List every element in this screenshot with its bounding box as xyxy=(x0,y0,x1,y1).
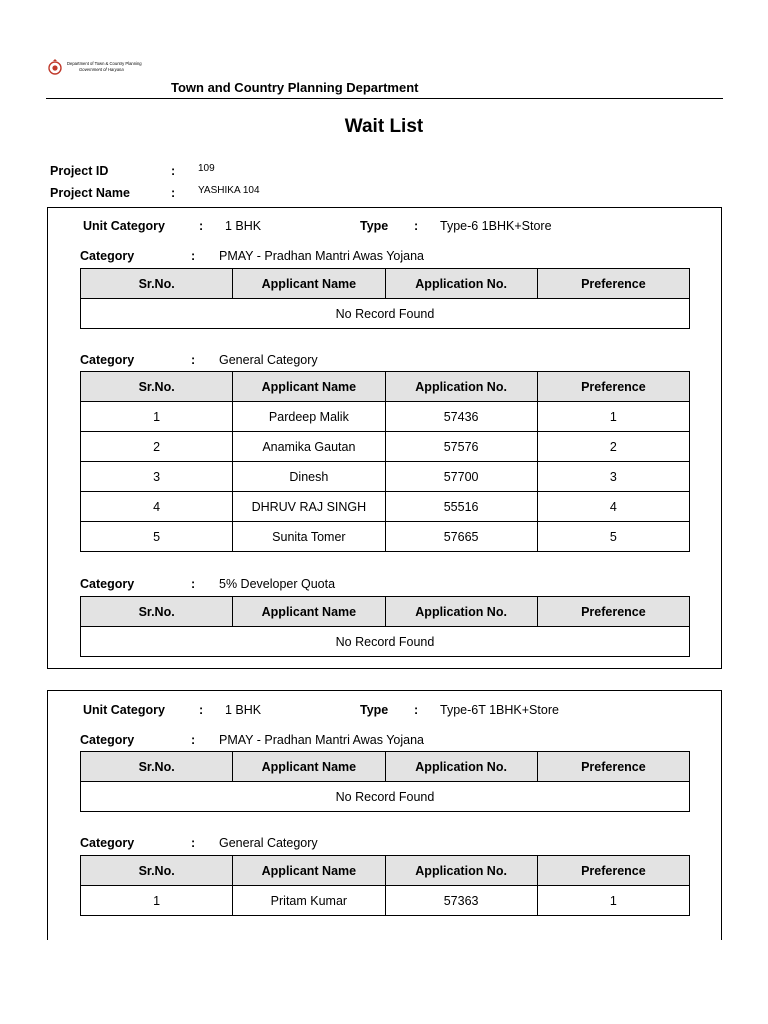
table-row xyxy=(81,782,690,812)
table-row xyxy=(81,462,690,492)
cell-sr-no: 5 xyxy=(81,522,233,552)
logo-line-1: Department of Town & Country Planning xyxy=(67,61,142,66)
type-colon: : xyxy=(414,703,419,717)
table-row xyxy=(81,492,690,522)
waitlist-table xyxy=(80,855,690,916)
cell-application-no: 57363 xyxy=(385,886,537,916)
type-value: Type-6 1BHK+Store xyxy=(440,219,552,233)
header-applicant-name: Applicant Name xyxy=(233,752,385,782)
table-row xyxy=(81,402,690,432)
unit-category-colon: : xyxy=(199,219,204,233)
cell-preference: 2 xyxy=(537,432,689,462)
header-application-no: Application No. xyxy=(385,597,537,627)
table-row xyxy=(81,886,690,916)
unit-category-value: 1 BHK xyxy=(225,703,262,717)
category-name: PMAY - Pradhan Mantri Awas Yojana xyxy=(219,249,424,263)
project-id-colon: : xyxy=(171,164,176,178)
header-sr-no: Sr.No. xyxy=(81,372,233,402)
header-preference: Preference xyxy=(537,752,689,782)
cell-applicant-name: Pardeep Malik xyxy=(233,402,385,432)
table-header-row xyxy=(81,752,690,782)
table-header-row xyxy=(81,597,690,627)
category-label: Category xyxy=(80,733,135,747)
waitlist-table xyxy=(80,596,690,657)
cell-applicant-name: DHRUV RAJ SINGH xyxy=(233,492,385,522)
cell-applicant-name: Dinesh xyxy=(233,462,385,492)
page-title: Wait List xyxy=(344,116,424,137)
unit-category-colon: : xyxy=(199,703,204,717)
unit-category-label: Unit Category xyxy=(83,703,165,717)
type-label: Type xyxy=(360,219,389,233)
type-label: Type xyxy=(360,703,389,717)
category-name: 5% Developer Quota xyxy=(219,577,336,591)
table-header-row xyxy=(81,372,690,402)
header-sr-no: Sr.No. xyxy=(81,269,233,299)
category-name: General Category xyxy=(219,836,318,850)
table-row xyxy=(81,432,690,462)
waitlist-table xyxy=(80,371,690,552)
cell-applicant-name: Anamika Gautan xyxy=(233,432,385,462)
project-name-colon: : xyxy=(171,186,176,200)
cell-application-no: 57576 xyxy=(385,432,537,462)
cell-preference: 1 xyxy=(537,886,689,916)
waitlist-table xyxy=(80,268,690,329)
header-sr-no: Sr.No. xyxy=(81,856,233,886)
waitlist-table xyxy=(80,751,690,812)
header-preference: Preference xyxy=(537,597,689,627)
category-label: Category xyxy=(80,249,135,263)
no-record-message: No Record Found xyxy=(81,782,690,812)
table-header-row xyxy=(81,856,690,886)
cell-preference: 4 xyxy=(537,492,689,522)
cell-application-no: 57665 xyxy=(385,522,537,552)
category-colon: : xyxy=(191,733,196,747)
project-name-label: Project Name xyxy=(50,186,130,200)
project-id-label: Project ID xyxy=(50,164,109,178)
category-colon: : xyxy=(191,836,196,850)
haryana-emblem-icon xyxy=(48,58,62,76)
header-application-no: Application No. xyxy=(385,856,537,886)
unit-section-1 xyxy=(47,207,722,669)
cell-sr-no: 4 xyxy=(81,492,233,522)
cell-sr-no: 2 xyxy=(81,432,233,462)
cell-applicant-name: Pritam Kumar xyxy=(233,886,385,916)
header-application-no: Application No. xyxy=(385,372,537,402)
header-sr-no: Sr.No. xyxy=(81,597,233,627)
project-id-value: 109 xyxy=(198,163,215,174)
category-colon: : xyxy=(191,249,196,263)
category-label: Category xyxy=(80,353,135,367)
category-colon: : xyxy=(191,353,196,367)
table-row xyxy=(81,522,690,552)
department-name: Town and Country Planning Department xyxy=(171,80,419,95)
type-colon: : xyxy=(414,219,419,233)
header-application-no: Application No. xyxy=(385,752,537,782)
header-preference: Preference xyxy=(537,269,689,299)
category-label: Category xyxy=(80,577,135,591)
header-preference: Preference xyxy=(537,372,689,402)
table-header-row xyxy=(81,269,690,299)
header-sr-no: Sr.No. xyxy=(81,752,233,782)
header-applicant-name: Applicant Name xyxy=(233,372,385,402)
cell-sr-no: 1 xyxy=(81,886,233,916)
header-applicant-name: Applicant Name xyxy=(233,597,385,627)
department-logo xyxy=(48,58,142,76)
category-name: General Category xyxy=(219,353,318,367)
header-applicant-name: Applicant Name xyxy=(233,856,385,886)
project-name-value: YASHIKA 104 xyxy=(198,185,260,196)
cell-application-no: 57700 xyxy=(385,462,537,492)
header-preference: Preference xyxy=(537,856,689,886)
table-row xyxy=(81,299,690,329)
no-record-message: No Record Found xyxy=(81,299,690,329)
cell-preference: 1 xyxy=(537,402,689,432)
unit-category-value: 1 BHK xyxy=(225,219,262,233)
cell-applicant-name: Sunita Tomer xyxy=(233,522,385,552)
cell-application-no: 57436 xyxy=(385,402,537,432)
category-colon: : xyxy=(191,577,196,591)
logo-line-2: Government of Haryana xyxy=(79,67,124,72)
category-name: PMAY - Pradhan Mantri Awas Yojana xyxy=(219,733,424,747)
unit-category-label: Unit Category xyxy=(83,219,165,233)
no-record-message: No Record Found xyxy=(81,627,690,657)
cell-preference: 5 xyxy=(537,522,689,552)
unit-section-2 xyxy=(47,690,722,940)
cell-sr-no: 3 xyxy=(81,462,233,492)
header-divider xyxy=(46,98,723,99)
category-label: Category xyxy=(80,836,135,850)
type-value: Type-6T 1BHK+Store xyxy=(440,703,559,717)
cell-application-no: 55516 xyxy=(385,492,537,522)
cell-preference: 3 xyxy=(537,462,689,492)
table-row xyxy=(81,627,690,657)
cell-sr-no: 1 xyxy=(81,402,233,432)
header-applicant-name: Applicant Name xyxy=(233,269,385,299)
header-application-no: Application No. xyxy=(385,269,537,299)
